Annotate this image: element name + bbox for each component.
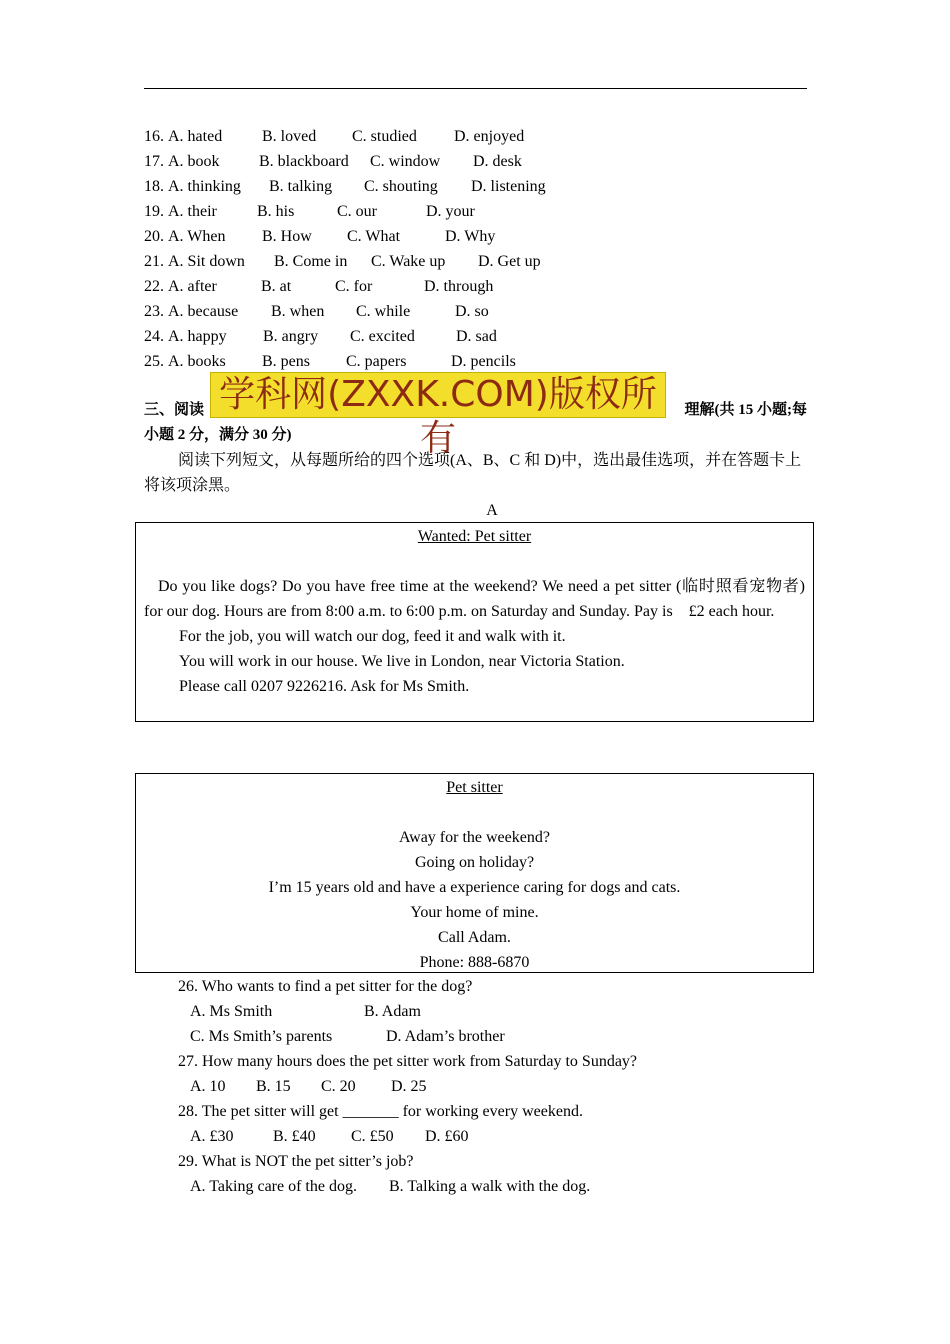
option: C. 20 <box>321 1078 356 1095</box>
choice-row <box>144 199 664 224</box>
option-b: B. his <box>257 203 295 220</box>
section-title-left: 三、阅读 <box>144 402 205 418</box>
option: D. Adam’s brother <box>386 1028 505 1045</box>
option: A. £30 <box>190 1128 234 1145</box>
question-options <box>178 1024 637 1049</box>
option-a: A. after <box>168 278 217 295</box>
option-c: C. for <box>335 278 373 295</box>
question-options <box>178 1174 637 1199</box>
option: A. Taking care of the dog. <box>190 1178 357 1195</box>
ad-title: Wanted: Pet sitter <box>417 528 532 545</box>
option-d: D. so <box>455 303 489 320</box>
instruction-line: 阅读下列短文，从每题所给的四个选项(A、B、C 和 D)中，选出最佳选项，并在答题卡上 <box>178 452 802 469</box>
choice-number: 21. <box>144 253 164 270</box>
choice-number: 20. <box>144 228 164 245</box>
choice-number: 16. <box>144 128 164 145</box>
option-b: B. pens <box>262 353 310 370</box>
ad-line: Your home of mine. <box>410 904 539 921</box>
choice-number: 23. <box>144 303 164 320</box>
option-b: B. when <box>271 303 325 320</box>
option-d: D. Why <box>445 228 496 245</box>
question-text: 26. Who wants to find a pet sitter for the dog? <box>178 978 473 995</box>
ad-paragraph: Please call 0207 9226216. Ask for Ms Smith. <box>179 678 470 695</box>
question-text: 28. The pet sitter will get _______ for working every weekend. <box>178 1103 583 1120</box>
option-a: A. books <box>168 353 226 370</box>
choice-row <box>144 124 664 149</box>
ad-body <box>136 574 813 699</box>
ad-paragraph: You will work in our house. We live in London, near Victoria Station. <box>179 653 625 670</box>
question-text: 27. How many hours does the pet sitter work from Saturday to Sunday? <box>178 1053 638 1070</box>
ad-line: Phone: 888-6870 <box>419 954 530 971</box>
option-a: A. because <box>168 303 239 320</box>
option-b: B. loved <box>262 128 317 145</box>
option: D. £60 <box>425 1128 469 1145</box>
option-a: A. When <box>168 228 226 245</box>
option-c: C. shouting <box>364 178 438 195</box>
ad-line: Call Adam. <box>438 929 511 946</box>
section-title-line2: 小题 2 分，满分 30 分) <box>144 427 292 443</box>
option: B. £40 <box>273 1128 316 1145</box>
option-b: B. Come in <box>274 253 348 270</box>
choice-row <box>144 224 664 249</box>
option-b: B. How <box>262 228 312 245</box>
option: B. Adam <box>364 1003 421 1020</box>
option-a: A. hated <box>168 128 223 145</box>
ad-line: Away for the weekend? <box>399 829 550 846</box>
option-c: C. our <box>337 203 377 220</box>
option-b: B. blackboard <box>259 153 349 170</box>
option-c: C. What <box>347 228 401 245</box>
choice-row <box>144 249 664 274</box>
choice-number: 17. <box>144 153 164 170</box>
option: D. 25 <box>391 1078 427 1095</box>
option-c: C. window <box>370 153 441 170</box>
ad-lines <box>136 825 813 975</box>
option-a: A. happy <box>168 328 227 345</box>
choice-number: 22. <box>144 278 164 295</box>
choice-number: 24. <box>144 328 164 345</box>
ad-line: I’m 15 years old and have a experience caring for dogs and cats. <box>268 879 681 896</box>
choice-row <box>144 274 664 299</box>
choice-number: 25. <box>144 353 164 370</box>
option-c: C. Wake up <box>371 253 446 270</box>
section-instruction <box>144 448 807 498</box>
option-d: D. sad <box>456 328 497 345</box>
option-c: C. papers <box>346 353 407 370</box>
option-c: C. excited <box>350 328 415 345</box>
option-d: D. through <box>424 278 494 295</box>
option-a: A. their <box>168 203 217 220</box>
option: A. Ms Smith <box>190 1003 273 1020</box>
option-c: C. while <box>356 303 411 320</box>
choice-row <box>144 349 664 374</box>
ad-pet-sitter <box>135 773 814 973</box>
question-text: 29. What is NOT the pet sitter’s job? <box>178 1153 414 1170</box>
cloze-choices <box>144 124 664 374</box>
option-d: D. Get up <box>478 253 541 270</box>
option-d: D. listening <box>471 178 546 195</box>
option-c: C. studied <box>352 128 417 145</box>
question-options <box>178 1074 637 1099</box>
choice-row <box>144 174 664 199</box>
option-b: B. angry <box>263 328 319 345</box>
watermark-banner: 学科网(ZXXK.COM)版权所有 <box>210 372 666 418</box>
option-a: A. book <box>168 153 220 170</box>
choice-row <box>144 299 664 324</box>
header-rule <box>144 88 807 89</box>
option-b: B. at <box>261 278 292 295</box>
question-options <box>178 999 637 1024</box>
ad-paragraph: Do you like dogs? Do you have free time at the weekend? We need a pet sitter (临时照看宠物者) for our dog. Hours are from 8:00 a.m. to 6:00 p.m. on Saturday and Sunday. Pay is £2 each hour. <box>144 578 805 620</box>
choice-row <box>144 324 664 349</box>
option-d: D. pencils <box>451 353 516 370</box>
option: B. 15 <box>256 1078 291 1095</box>
option-a: A. Sit down <box>168 253 245 270</box>
option: B. Talking a walk with the dog. <box>389 1178 591 1195</box>
ad-line: Going on holiday? <box>414 854 535 871</box>
option-a: A. thinking <box>168 178 241 195</box>
passage-label: A <box>486 502 498 519</box>
option-d: D. desk <box>473 153 522 170</box>
instruction-line: 将该项涂黑。 <box>144 477 241 494</box>
reading-questions <box>178 974 637 1199</box>
question-options <box>178 1124 637 1149</box>
option-d: D. your <box>426 203 475 220</box>
ad-title: Pet sitter <box>446 779 503 796</box>
choice-number: 18. <box>144 178 164 195</box>
option: C. £50 <box>351 1128 394 1145</box>
section-title-right: 理解(共 15 小题;每 <box>684 402 807 418</box>
option: A. 10 <box>190 1078 226 1095</box>
option: C. Ms Smith’s parents <box>190 1028 333 1045</box>
option-d: D. enjoyed <box>454 128 525 145</box>
option-b: B. talking <box>269 178 333 195</box>
ad-paragraph: For the job, you will watch our dog, feed it and walk with it. <box>179 628 566 645</box>
choice-row <box>144 149 664 174</box>
choice-number: 19. <box>144 203 164 220</box>
ad-wanted-pet-sitter <box>135 522 814 722</box>
